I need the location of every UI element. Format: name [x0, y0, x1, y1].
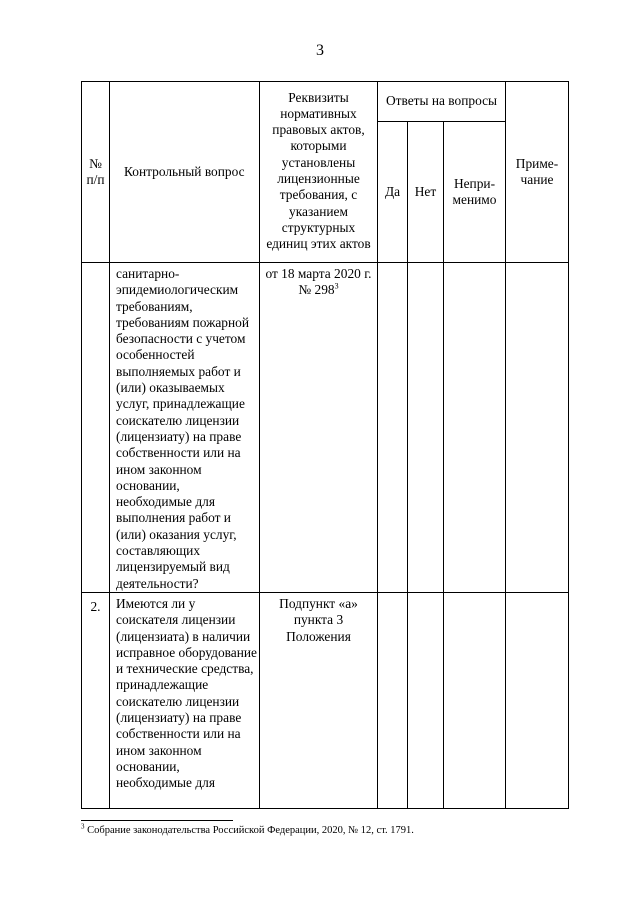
- cell-not-applicable: [444, 592, 506, 808]
- checklist-table: [81, 81, 569, 809]
- header-remark: Приме- чание: [506, 82, 569, 263]
- table-row: [82, 592, 569, 808]
- header-not-applicable: Непри- менимо: [444, 122, 506, 263]
- footnote-mark: 3: [81, 822, 85, 831]
- row-number: 2.: [82, 592, 110, 808]
- cell-not-applicable: [444, 263, 506, 593]
- row-requisites: [260, 263, 378, 593]
- header-number: № п/п: [82, 82, 110, 263]
- header-yes: Да: [378, 122, 408, 263]
- table-row: [82, 263, 569, 593]
- cell-yes: [378, 263, 408, 593]
- header-no: Нет: [408, 122, 444, 263]
- header-requisites: Реквизиты нормативных правовых актов, которыми установлены лицензионные требования, с указанием структурных единиц этих актов: [260, 82, 378, 263]
- cell-no: [408, 263, 444, 593]
- header-question: Контрольный вопрос: [110, 82, 260, 263]
- row-question: санитарно-эпидемиологическим требованиям, требованиям пожарной безопасности с учетом особенностей выполняемых работ и (или) оказываемых услуг, принадлежащие соискателю лицензии (лицензиату) на праве собственности или на ином законном основании, необходимые для выполнения работ и (или) оказания услуг, составляющих лицензируемый вид деятельности?: [110, 263, 260, 593]
- table-header: [82, 82, 569, 263]
- row-number: [82, 263, 110, 593]
- row-requisites-text: от 18 марта 2020 г. № 298: [265, 266, 372, 298]
- cell-yes: [378, 592, 408, 808]
- footnote-text: Собрание законодательства Российской Федерации, 2020, № 12, ст. 1791.: [84, 825, 414, 836]
- cell-remark: [506, 263, 569, 593]
- row-question: Имеются ли у соискателя лицензии (лицензиата) в наличии исправное оборудование и технические средства, принадлежащие соискателю лицензии (лицензиату) на праве собственности или на ином законном основании, необходимые для: [110, 592, 260, 808]
- page-number: 3: [316, 42, 324, 59]
- footnote: [81, 822, 561, 836]
- footnote-divider: [81, 820, 233, 821]
- cell-no: [408, 592, 444, 808]
- row-requisites: Подпункт «а» пункта 3 Положения: [260, 592, 378, 808]
- cell-remark: [506, 592, 569, 808]
- footnote-reference: 3: [334, 281, 339, 291]
- header-answers-group: Ответы на вопросы: [378, 82, 506, 122]
